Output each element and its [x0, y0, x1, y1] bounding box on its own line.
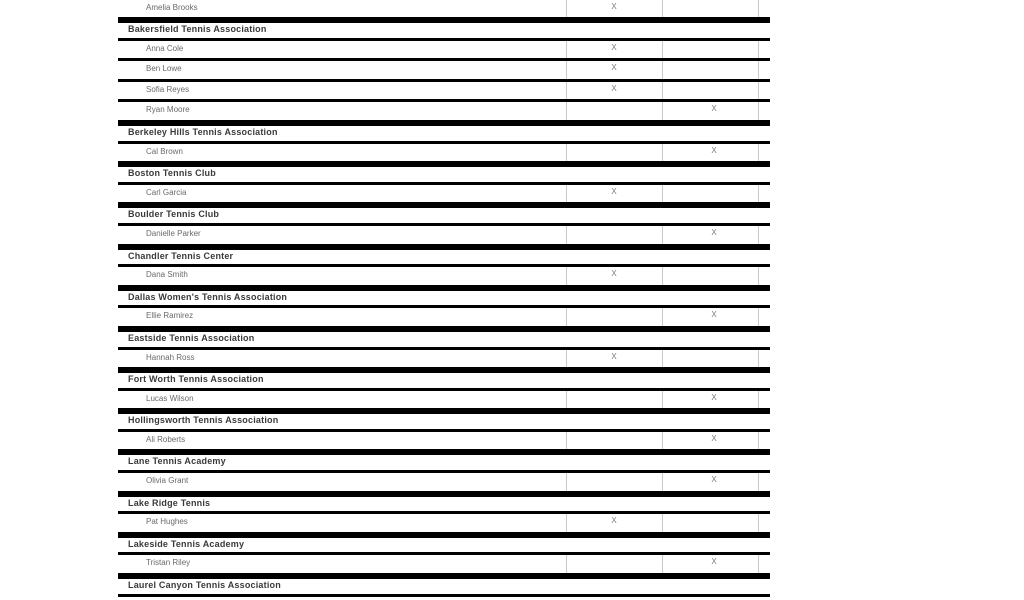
table-row [118, 61, 770, 82]
mark-column-1: X [611, 83, 617, 93]
group-name: Boston Tennis Club [128, 168, 216, 179]
column-divider [662, 61, 663, 79]
column-divider [758, 185, 759, 203]
column-divider [662, 514, 663, 532]
table-row [118, 350, 770, 371]
column-divider [662, 0, 663, 17]
group-name: Boulder Tennis Club [128, 209, 220, 220]
column-divider [758, 0, 759, 17]
column-divider [662, 391, 663, 409]
table-row [118, 391, 770, 412]
mark-column-2: X [711, 557, 717, 567]
row-name: Dana Smith [146, 270, 188, 280]
mark-column-1: X [611, 516, 617, 526]
row-name: Ben Lowe [146, 64, 182, 74]
column-divider [566, 391, 567, 409]
table-row [118, 185, 770, 206]
row-name: Carl Garcia [146, 187, 187, 197]
column-divider [662, 41, 663, 59]
column-divider [758, 308, 759, 326]
table-row [118, 514, 770, 535]
column-divider [662, 185, 663, 203]
mark-column-2: X [711, 433, 717, 443]
column-divider [566, 473, 567, 491]
group-header-row [118, 205, 770, 226]
column-divider [566, 350, 567, 368]
mark-column-2: X [711, 145, 717, 155]
column-divider [566, 267, 567, 285]
row-name: Amelia Brooks [146, 3, 198, 12]
row-name: Cal Brown [146, 146, 183, 156]
column-divider [566, 432, 567, 450]
column-divider [758, 102, 759, 120]
group-name: Laurel Canyon Tennis Association [128, 580, 281, 591]
table-row [118, 102, 770, 123]
column-divider [758, 41, 759, 59]
group-name: Dallas Women's Tennis Association [128, 291, 288, 302]
group-name: Lakeside Tennis Academy [128, 538, 245, 549]
mark-column-2: X [711, 392, 717, 402]
mark-column-1: X [611, 269, 617, 279]
group-name: Hollingsworth Tennis Association [128, 415, 279, 426]
mark-column-2: X [711, 475, 717, 485]
column-divider [662, 82, 663, 100]
group-header-row [118, 370, 770, 391]
mark-column-1: X [611, 186, 617, 196]
row-name: Pat Hughes [146, 517, 188, 527]
column-divider [758, 432, 759, 450]
row-name: Anna Cole [146, 43, 184, 53]
table-row [118, 144, 770, 165]
column-divider [566, 514, 567, 532]
mark-column-1: X [611, 63, 617, 73]
table-row [118, 432, 770, 453]
row-name: Ryan Moore [146, 105, 190, 115]
group-name: Berkeley Hills Tennis Association [128, 126, 278, 137]
mark-column-1: X [611, 42, 617, 52]
column-divider [566, 102, 567, 120]
table-row [118, 308, 770, 329]
group-header-row [118, 411, 770, 432]
column-divider [758, 226, 759, 244]
mark-column-1: X [611, 2, 617, 11]
table-row [118, 82, 770, 103]
group-name: Chandler Tennis Center [128, 250, 234, 261]
column-divider [566, 555, 567, 573]
group-header-row [118, 329, 770, 350]
column-divider [758, 514, 759, 532]
column-divider [758, 555, 759, 573]
column-divider [758, 267, 759, 285]
table-row [118, 41, 770, 62]
column-divider [566, 185, 567, 203]
mark-column-2: X [711, 227, 717, 237]
column-divider [566, 308, 567, 326]
results-table [118, 0, 770, 600]
row-name: Lucas Wilson [146, 393, 194, 403]
table-row [118, 0, 770, 20]
column-divider [662, 350, 663, 368]
table-row [118, 267, 770, 288]
table-row [118, 226, 770, 247]
column-divider [662, 102, 663, 120]
group-name: Bakersfield Tennis Association [128, 24, 267, 34]
row-name: Danielle Parker [146, 228, 201, 238]
group-header-row [118, 288, 770, 309]
group-header-row [118, 20, 770, 41]
group-name: Lane Tennis Academy [128, 456, 226, 467]
group-header-row [118, 576, 770, 597]
group-header-row [118, 164, 770, 185]
group-header-row [118, 123, 770, 144]
column-divider [566, 0, 567, 17]
row-name: Ellie Ramirez [146, 311, 194, 321]
column-divider [566, 41, 567, 59]
column-divider [566, 82, 567, 100]
column-divider [758, 473, 759, 491]
column-divider [662, 226, 663, 244]
column-divider [662, 267, 663, 285]
column-divider [566, 144, 567, 162]
column-divider [566, 226, 567, 244]
row-name: Ali Roberts [146, 434, 186, 444]
column-divider [758, 144, 759, 162]
row-name: Hannah Ross [146, 352, 195, 362]
column-divider [758, 82, 759, 100]
column-divider [662, 473, 663, 491]
mark-column-2: X [711, 310, 717, 320]
column-divider [662, 432, 663, 450]
row-name: Tristan Riley [146, 558, 191, 568]
column-divider [566, 61, 567, 79]
mark-column-2: X [711, 104, 717, 114]
row-name: Olivia Grant [146, 476, 189, 486]
group-name: Fort Worth Tennis Association [128, 374, 264, 385]
column-divider [662, 308, 663, 326]
group-header-row [118, 452, 770, 473]
table-row [118, 473, 770, 494]
group-name: Eastside Tennis Association [128, 332, 255, 343]
mark-column-1: X [611, 351, 617, 361]
column-divider [758, 391, 759, 409]
column-divider [662, 144, 663, 162]
column-divider [662, 555, 663, 573]
group-header-row [118, 535, 770, 556]
column-divider [758, 61, 759, 79]
row-name: Sofia Reyes [146, 84, 190, 94]
table-row [118, 555, 770, 576]
group-name: Lake Ridge Tennis [128, 497, 211, 508]
column-divider [758, 350, 759, 368]
group-header-row [118, 494, 770, 515]
group-header-row [118, 247, 770, 268]
